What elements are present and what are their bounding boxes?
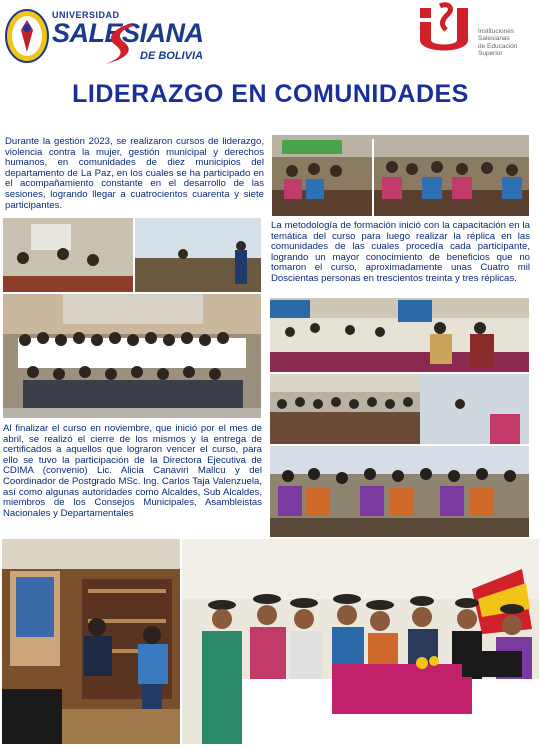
iuse-logo [418, 2, 536, 60]
photo-office-meeting [2, 539, 180, 744]
method-paragraph: La metodología de formación inició con la capacitación en la temática del curso para luego realizar la réplica en las comunidades de las cuales procedía cada participante, logrando un mayor conocimiento de beneficios que no tomaron el curso, aproximadamente unas Cuatro mil Doscientas personas en trescientos treinta y tres réplicas. [271, 220, 530, 284]
ups-logo-line3: DE BOLIVIA [140, 50, 203, 62]
photo-certificate-group-top [272, 135, 529, 216]
iuse-logo-line: Salesianas [478, 35, 510, 43]
photo-graduates-group [3, 294, 261, 418]
ups-logo-swoosh [100, 22, 140, 66]
ups-logo-line2: SALESIANA [52, 18, 204, 48]
photo-training-sessions [3, 218, 261, 292]
ups-emblem-icon [4, 8, 50, 64]
closing-paragraph: Al finalizar el curso en noviembre, que inició por el mes de abril, se realizó el cierre de los mismos y la entrega de certificados a aquellos que lograron vencer el curso, para ello se tuvo la participación de la Directora Ejecutiva de CDIMA (convenio) Lic. Alicia Canaviri Mallcu y del Coordinador de Postgrado MSc. Ing. Carlos Taja Valenzuela, así como algunas autoridades como Alcaldes, Sub Alcaldes, miembros de los Consejos Municipales, Asambleistas Nacionales y Departamentales [3, 423, 262, 519]
iuse-logo-line: Instituciones [478, 28, 515, 35]
iuse-logo-line: de Educación [478, 42, 518, 50]
intro-paragraph: Durante la gestión 2023, se realizaron cursos de liderazgo, violencia contra la mujer, gestión municipal y derechos humanos, en comunidades de diez municipios del departamento de La Paz, en los cuales se ha participado en el acompañamiento constante en el desarrollo de las sesiones, logrando llegar a cuatrocientos cuarenta y siete participantes. [5, 136, 264, 211]
photo-certificate-ceremony [270, 298, 529, 372]
ups-logo [4, 8, 204, 66]
photo-audience-hall [270, 374, 529, 444]
photo-authorities-table [182, 539, 539, 744]
iuse-logo-line: Superior [478, 50, 503, 58]
iuse-emblem-icon [418, 2, 470, 56]
page-title: LIDERAZGO EN COMUNIDADES [72, 80, 469, 108]
ups-logo-line1: UNIVERSIDAD [52, 10, 120, 20]
photo-participants-certificates [270, 446, 529, 537]
